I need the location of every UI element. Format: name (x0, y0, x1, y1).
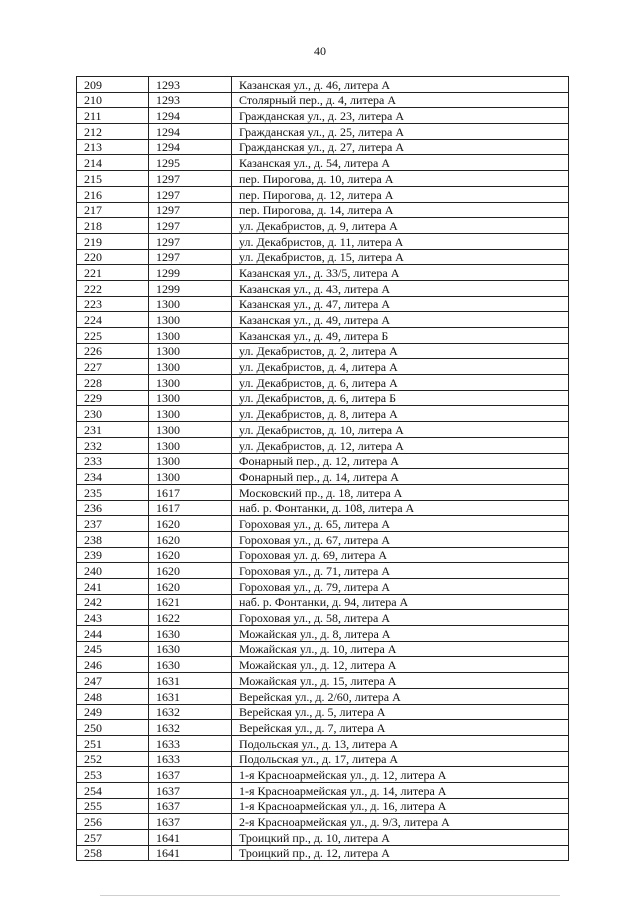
block-number-cell: 1300 (149, 469, 232, 485)
row-number-cell: 235 (77, 484, 149, 500)
block-number-cell: 1295 (149, 155, 232, 171)
row-number-cell: 228 (77, 375, 149, 391)
block-number-cell: 1620 (149, 563, 232, 579)
block-number-cell: 1300 (149, 312, 232, 328)
block-number-cell: 1637 (149, 767, 232, 783)
address-cell: Верейская ул., д. 2/60, литера А (232, 688, 569, 704)
block-number-cell: 1300 (149, 422, 232, 438)
table-row (77, 720, 569, 736)
table-row (77, 798, 569, 814)
address-table-body (77, 77, 569, 861)
row-number-cell: 237 (77, 516, 149, 532)
address-cell: Можайская ул., д. 10, литера А (232, 641, 569, 657)
row-number-cell: 216 (77, 186, 149, 202)
row-number-cell: 240 (77, 563, 149, 579)
table-row (77, 610, 569, 626)
table-row (77, 108, 569, 124)
address-cell: пер. Пирогова, д. 10, литера А (232, 171, 569, 187)
block-number-cell: 1631 (149, 673, 232, 689)
block-number-cell: 1300 (149, 390, 232, 406)
block-number-cell: 1300 (149, 359, 232, 375)
address-cell: 1-я Красноармейская ул., д. 14, литера А (232, 782, 569, 798)
row-number-cell: 218 (77, 218, 149, 234)
block-number-cell: 1617 (149, 500, 232, 516)
table-row (77, 406, 569, 422)
block-number-cell: 1637 (149, 798, 232, 814)
address-cell: Подольская ул., д. 17, литера А (232, 751, 569, 767)
row-number-cell: 229 (77, 390, 149, 406)
table-row (77, 186, 569, 202)
address-cell: Можайская ул., д. 15, литера А (232, 673, 569, 689)
block-number-cell: 1630 (149, 641, 232, 657)
address-cell: ул. Декабристов, д. 6, литера А (232, 375, 569, 391)
address-cell: Верейская ул., д. 7, литера А (232, 720, 569, 736)
address-cell: ул. Декабристов, д. 10, литера А (232, 422, 569, 438)
block-number-cell: 1620 (149, 516, 232, 532)
block-number-cell: 1621 (149, 594, 232, 610)
block-number-cell: 1632 (149, 720, 232, 736)
address-cell: Фонарный пер., д. 14, литера А (232, 469, 569, 485)
address-cell: ул. Декабристов, д. 6, литера Б (232, 390, 569, 406)
block-number-cell: 1641 (149, 845, 232, 861)
block-number-cell: 1300 (149, 453, 232, 469)
table-row (77, 139, 569, 155)
address-cell: Гороховая ул. д. 69, литера А (232, 547, 569, 563)
address-cell: Московский пр., д. 18, литера А (232, 484, 569, 500)
block-number-cell: 1622 (149, 610, 232, 626)
block-number-cell: 1297 (149, 233, 232, 249)
block-number-cell: 1641 (149, 830, 232, 846)
row-number-cell: 258 (77, 845, 149, 861)
row-number-cell: 223 (77, 296, 149, 312)
table-row (77, 343, 569, 359)
table-row (77, 312, 569, 328)
address-cell: Гражданская ул., д. 23, литера А (232, 108, 569, 124)
row-number-cell: 252 (77, 751, 149, 767)
table-row (77, 437, 569, 453)
row-number-cell: 210 (77, 92, 149, 108)
row-number-cell: 219 (77, 233, 149, 249)
address-cell: Гороховая ул., д. 58, литера А (232, 610, 569, 626)
block-number-cell: 1294 (149, 124, 232, 140)
table-row (77, 547, 569, 563)
table-row (77, 516, 569, 532)
address-cell: Гражданская ул., д. 25, литера А (232, 124, 569, 140)
row-number-cell: 232 (77, 437, 149, 453)
table-row (77, 657, 569, 673)
row-number-cell: 242 (77, 594, 149, 610)
table-row (77, 390, 569, 406)
row-number-cell: 256 (77, 814, 149, 830)
row-number-cell: 236 (77, 500, 149, 516)
address-cell: Казанская ул., д. 49, литера Б (232, 328, 569, 344)
block-number-cell: 1297 (149, 186, 232, 202)
address-cell: ул. Декабристов, д. 15, литера А (232, 249, 569, 265)
address-cell: Казанская ул., д. 49, литера А (232, 312, 569, 328)
table-row (77, 155, 569, 171)
address-cell: Гороховая ул., д. 67, литера А (232, 531, 569, 547)
row-number-cell: 241 (77, 579, 149, 595)
table-row (77, 484, 569, 500)
row-number-cell: 224 (77, 312, 149, 328)
address-cell: Можайская ул., д. 8, литера А (232, 626, 569, 642)
row-number-cell: 226 (77, 343, 149, 359)
table-row (77, 531, 569, 547)
row-number-cell: 217 (77, 202, 149, 218)
address-cell: Троицкий пр., д. 10, литера А (232, 830, 569, 846)
address-cell: наб. р. Фонтанки, д. 94, литера А (232, 594, 569, 610)
row-number-cell: 233 (77, 453, 149, 469)
block-number-cell: 1299 (149, 265, 232, 281)
row-number-cell: 254 (77, 782, 149, 798)
block-number-cell: 1637 (149, 782, 232, 798)
address-cell: ул. Декабристов, д. 8, литера А (232, 406, 569, 422)
table-row (77, 280, 569, 296)
address-cell: наб. р. Фонтанки, д. 108, литера А (232, 500, 569, 516)
row-number-cell: 227 (77, 359, 149, 375)
row-number-cell: 249 (77, 704, 149, 720)
table-row (77, 782, 569, 798)
block-number-cell: 1620 (149, 547, 232, 563)
page-bottom-rule (100, 895, 560, 896)
address-cell: Гражданская ул., д. 27, литера А (232, 139, 569, 155)
row-number-cell: 245 (77, 641, 149, 657)
row-number-cell: 251 (77, 735, 149, 751)
block-number-cell: 1620 (149, 579, 232, 595)
address-cell: ул. Декабристов, д. 4, литера А (232, 359, 569, 375)
address-cell: Казанская ул., д. 43, литера А (232, 280, 569, 296)
address-cell: Столярный пер., д. 4, литера А (232, 92, 569, 108)
row-number-cell: 239 (77, 547, 149, 563)
row-number-cell: 238 (77, 531, 149, 547)
table-row (77, 751, 569, 767)
row-number-cell: 212 (77, 124, 149, 140)
block-number-cell: 1300 (149, 437, 232, 453)
block-number-cell: 1632 (149, 704, 232, 720)
block-number-cell: 1300 (149, 375, 232, 391)
address-cell: 2-я Красноармейская ул., д. 9/3, литера А (232, 814, 569, 830)
table-row (77, 814, 569, 830)
table-row (77, 77, 569, 93)
address-cell: пер. Пирогова, д. 14, литера А (232, 202, 569, 218)
table-row (77, 594, 569, 610)
table-row (77, 579, 569, 595)
table-row (77, 375, 569, 391)
block-number-cell: 1297 (149, 171, 232, 187)
address-cell: Подольская ул., д. 13, литера А (232, 735, 569, 751)
row-number-cell: 211 (77, 108, 149, 124)
block-number-cell: 1620 (149, 531, 232, 547)
table-row (77, 845, 569, 861)
table-row (77, 563, 569, 579)
block-number-cell: 1297 (149, 249, 232, 265)
table-row (77, 830, 569, 846)
address-cell: Гороховая ул., д. 79, литера А (232, 579, 569, 595)
row-number-cell: 221 (77, 265, 149, 281)
block-number-cell: 1637 (149, 814, 232, 830)
address-cell: Верейская ул., д. 5, литера А (232, 704, 569, 720)
address-cell: 1-я Красноармейская ул., д. 12, литера А (232, 767, 569, 783)
row-number-cell: 243 (77, 610, 149, 626)
address-cell: ул. Декабристов, д. 12, литера А (232, 437, 569, 453)
table-row (77, 626, 569, 642)
row-number-cell: 253 (77, 767, 149, 783)
address-table (76, 76, 569, 861)
block-number-cell: 1297 (149, 218, 232, 234)
address-cell: Казанская ул., д. 33/5, литера А (232, 265, 569, 281)
row-number-cell: 222 (77, 280, 149, 296)
block-number-cell: 1293 (149, 92, 232, 108)
block-number-cell: 1294 (149, 108, 232, 124)
table-row (77, 704, 569, 720)
address-cell: Троицкий пр., д. 12, литера А (232, 845, 569, 861)
table-row (77, 233, 569, 249)
table-row (77, 767, 569, 783)
row-number-cell: 234 (77, 469, 149, 485)
address-cell: Казанская ул., д. 54, литера А (232, 155, 569, 171)
row-number-cell: 247 (77, 673, 149, 689)
block-number-cell: 1293 (149, 77, 232, 93)
table-row (77, 265, 569, 281)
block-number-cell: 1299 (149, 280, 232, 296)
table-row (77, 688, 569, 704)
row-number-cell: 248 (77, 688, 149, 704)
address-cell: ул. Декабристов, д. 9, литера А (232, 218, 569, 234)
table-row (77, 422, 569, 438)
table-row (77, 641, 569, 657)
block-number-cell: 1631 (149, 688, 232, 704)
address-cell: Гороховая ул., д. 65, литера А (232, 516, 569, 532)
table-row (77, 359, 569, 375)
table-row (77, 469, 569, 485)
address-cell: Гороховая ул., д. 71, литера А (232, 563, 569, 579)
address-cell: Казанская ул., д. 46, литера А (232, 77, 569, 93)
address-cell: Можайская ул., д. 12, литера А (232, 657, 569, 673)
row-number-cell: 225 (77, 328, 149, 344)
address-cell: ул. Декабристов, д. 2, литера А (232, 343, 569, 359)
table-row (77, 296, 569, 312)
table-row (77, 500, 569, 516)
block-number-cell: 1297 (149, 202, 232, 218)
block-number-cell: 1630 (149, 626, 232, 642)
table-row (77, 171, 569, 187)
page-number: 40 (314, 44, 326, 58)
row-number-cell: 214 (77, 155, 149, 171)
address-cell: Фонарный пер., д. 12, литера А (232, 453, 569, 469)
row-number-cell: 257 (77, 830, 149, 846)
row-number-cell: 246 (77, 657, 149, 673)
table-row (77, 328, 569, 344)
row-number-cell: 244 (77, 626, 149, 642)
block-number-cell: 1294 (149, 139, 232, 155)
row-number-cell: 250 (77, 720, 149, 736)
block-number-cell: 1633 (149, 751, 232, 767)
block-number-cell: 1630 (149, 657, 232, 673)
row-number-cell: 231 (77, 422, 149, 438)
block-number-cell: 1300 (149, 343, 232, 359)
row-number-cell: 255 (77, 798, 149, 814)
row-number-cell: 209 (77, 77, 149, 93)
row-number-cell: 220 (77, 249, 149, 265)
row-number-cell: 213 (77, 139, 149, 155)
table-row (77, 249, 569, 265)
block-number-cell: 1633 (149, 735, 232, 751)
table-row (77, 202, 569, 218)
row-number-cell: 215 (77, 171, 149, 187)
table-row (77, 673, 569, 689)
address-cell: ул. Декабристов, д. 11, литера А (232, 233, 569, 249)
block-number-cell: 1617 (149, 484, 232, 500)
block-number-cell: 1300 (149, 328, 232, 344)
table-row (77, 124, 569, 140)
address-cell: пер. Пирогова, д. 12, литера А (232, 186, 569, 202)
row-number-cell: 230 (77, 406, 149, 422)
block-number-cell: 1300 (149, 406, 232, 422)
table-row (77, 218, 569, 234)
table-row (77, 735, 569, 751)
table-row (77, 92, 569, 108)
table-row (77, 453, 569, 469)
address-cell: 1-я Красноармейская ул., д. 16, литера А (232, 798, 569, 814)
block-number-cell: 1300 (149, 296, 232, 312)
address-cell: Казанская ул., д. 47, литера А (232, 296, 569, 312)
